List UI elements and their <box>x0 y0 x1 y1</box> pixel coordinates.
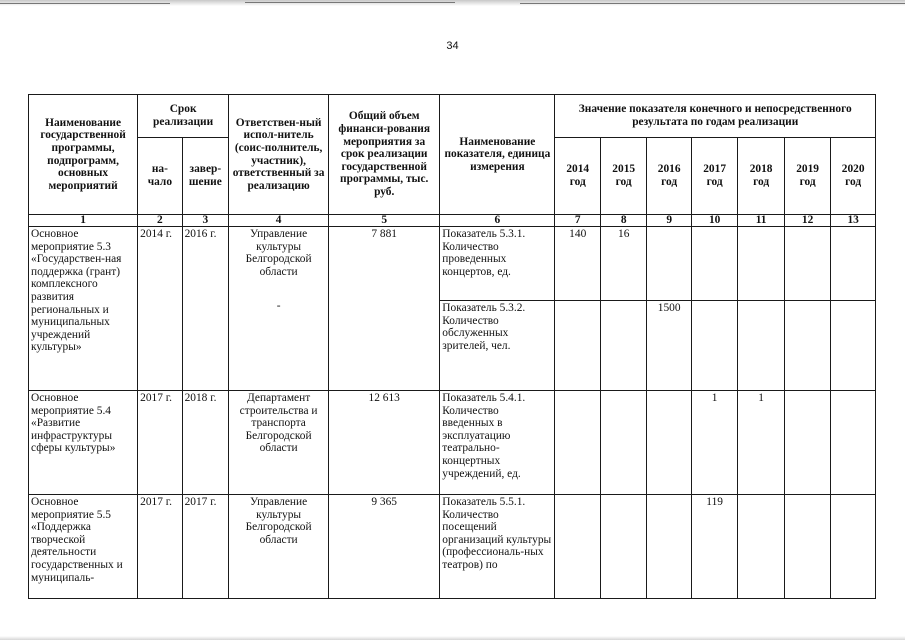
indicator-value: 119 <box>691 495 737 599</box>
measure-end: 2016 г. <box>182 227 228 391</box>
indicator-name: Показатель 5.3.2. Количество обслуженных зрителей, чел. <box>440 301 555 391</box>
table-row <box>29 495 876 599</box>
header-year: 2018 год <box>738 138 784 215</box>
scan-artifact-line <box>0 3 170 4</box>
indicator-name: Показатель 5.4.1. Количество введенных в эксплуатацию театрально-концертных учреждений, ед. <box>440 391 555 495</box>
indicator-value: 1 <box>691 391 737 495</box>
indicator-value: 1 <box>738 391 784 495</box>
measure-funding: 12 613 <box>329 391 440 495</box>
header-period: Срок реализации <box>138 95 229 138</box>
header-funding: Общий объем финанси-рования мероприятия за срок реализации государственной программы, тыс. руб. <box>329 95 440 215</box>
column-number: 3 <box>182 215 228 227</box>
measure-start: 2017 г. <box>138 391 182 495</box>
measure-end: 2017 г. <box>182 495 228 599</box>
measure-start: 2017 г. <box>138 495 182 599</box>
column-number-row <box>29 215 876 227</box>
column-number: 1 <box>29 215 138 227</box>
indicator-value <box>691 301 737 391</box>
page-number: 34 <box>446 40 459 52</box>
header-year: 2019 год <box>784 138 830 215</box>
column-number: 11 <box>738 215 784 227</box>
header-year: 2016 год <box>647 138 691 215</box>
indicator-value <box>831 227 876 301</box>
column-number: 7 <box>555 215 600 227</box>
indicator-value <box>738 495 784 599</box>
indicator-value <box>784 227 830 301</box>
indicator-value <box>555 391 600 495</box>
column-number: 9 <box>647 215 691 227</box>
measure-name: Основное мероприятие 5.5 «Поддержка творческой деятельности государственных и муниципаль- <box>29 495 138 599</box>
indicator-value <box>600 391 646 495</box>
indicator-value <box>647 495 691 599</box>
indicator-value <box>784 495 830 599</box>
column-number: 5 <box>329 215 440 227</box>
scan-edge-bottom <box>0 636 905 640</box>
measure-name: Основное мероприятие 5.4 «Развитие инфраструктуры сферы культуры» <box>29 391 138 495</box>
column-number: 2 <box>138 215 182 227</box>
measure-responsible: Управление культуры Белгородской области <box>229 495 329 599</box>
responsible-dash: - <box>276 300 281 313</box>
column-number: 12 <box>784 215 830 227</box>
indicator-value <box>831 495 876 599</box>
measures-table <box>28 94 876 599</box>
scan-artifact-line <box>520 3 905 4</box>
measure-funding: 9 365 <box>329 495 440 599</box>
measure-name: Основное мероприятие 5.3 «Государствен-ная поддержка (грант) комплексного развития региональных и муниципальных учреждений культуры» <box>29 227 138 391</box>
measure-start: 2014 г. <box>138 227 182 391</box>
indicator-value <box>555 495 600 599</box>
indicator-name: Показатель 5.5.1. Количество посещений организаций культуры (профессиональ-ных театров) по <box>440 495 555 599</box>
indicator-value <box>647 227 691 301</box>
responsible-text: Управление культуры Белгородской области <box>245 228 312 278</box>
header-program-name: Наименование государственной программы, подпрограмм, основных мероприятий <box>29 95 138 215</box>
indicator-name: Показатель 5.3.1. Количество проведенных концертов, ед. <box>440 227 555 301</box>
table-row <box>29 227 876 301</box>
header-responsible: Ответствен-ный испол-нитель (соис-полнитель, участник), ответственный за реализацию <box>229 95 329 215</box>
column-number: 6 <box>440 215 555 227</box>
measure-responsible: Департамент строительства и транспорта Белгородской области <box>229 391 329 495</box>
indicator-value: 140 <box>555 227 600 301</box>
indicator-value <box>738 301 784 391</box>
header-year: 2020 год <box>831 138 876 215</box>
header-end: завер-шение <box>182 138 228 215</box>
indicator-value: 1500 <box>647 301 691 391</box>
indicator-value <box>831 301 876 391</box>
header-year: 2017 год <box>691 138 737 215</box>
indicator-value <box>691 227 737 301</box>
table-row <box>29 391 876 495</box>
column-number: 13 <box>831 215 876 227</box>
indicator-value: 16 <box>600 227 646 301</box>
indicator-value <box>784 301 830 391</box>
header-values-by-year: Значение показателя конечного и непосредственного результата по годам реализации <box>555 95 876 138</box>
measure-funding: 7 881 <box>329 227 440 391</box>
header-year: 2015 год <box>600 138 646 215</box>
indicator-value <box>831 391 876 495</box>
indicator-value <box>555 301 600 391</box>
indicator-value <box>738 227 784 301</box>
measure-responsible <box>229 227 329 391</box>
column-number: 10 <box>691 215 737 227</box>
header-start: на-чало <box>138 138 182 215</box>
column-number: 8 <box>600 215 646 227</box>
indicator-value <box>600 301 646 391</box>
header-indicator: Наименование показателя, единица измерения <box>440 95 555 215</box>
header-year: 2014 год <box>555 138 600 215</box>
column-number: 4 <box>229 215 329 227</box>
measure-end: 2018 г. <box>182 391 228 495</box>
indicator-value <box>647 391 691 495</box>
indicator-value <box>784 391 830 495</box>
indicator-value <box>600 495 646 599</box>
scan-artifact-line <box>245 2 455 3</box>
